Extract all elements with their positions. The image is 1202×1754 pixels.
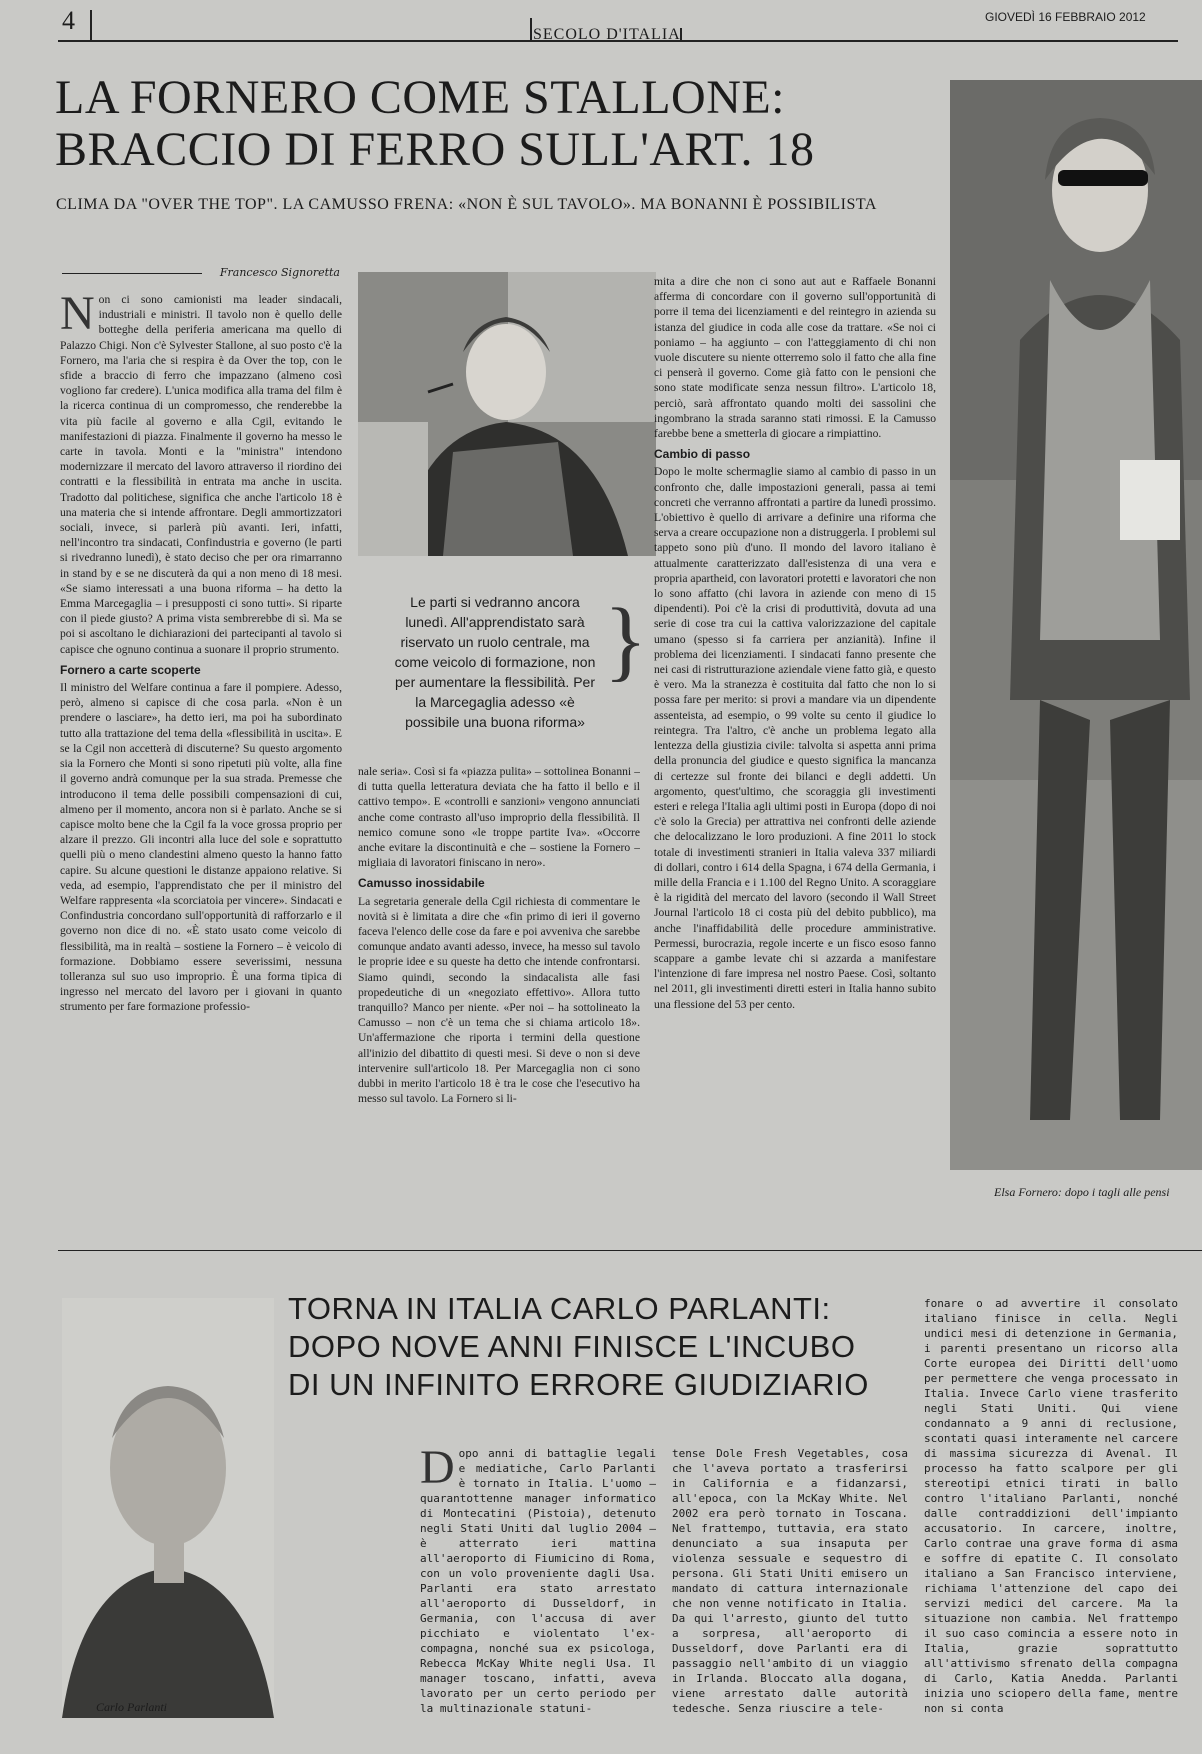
issue-date: GIOVEDÌ 16 FEBBRAIO 2012 (985, 10, 1146, 24)
article2-title (288, 1290, 908, 1404)
paragraph: mita a dire che non ci sono aut aut e Raffaele Bonanni afferma di concordare con il governo sull'opportunità di porre il tema dei licenziamenti e del reintegro in azienda su istanza del giudice in coda alle cose da trattare. «Se noi ci poniamo – ha aggiunto – con l'atteggiamento di chi non vuole discutere su niente otterremo solo il fatto che alla fine ci penserà il governo. Come già fatto con le pensioni che sono state modificate senza nessun filtro». L'articolo 18, perciò, sarà affrontato quando molti dei sassolini che ingombrano la strada saranno stati rimossi. E la Camusso farebbe bene a smetterla di giocare a rimpiattino. (654, 275, 936, 441)
paragraph: fonare o ad avvertire il consolato italiano finisce in cella. Negli undici mesi di detenzione in Germania, i parenti presentano un ricorso alla Corte europea dei Diritti dell'uomo per permettere che venga processato in Italia. Invece Carlo viene trasferito negli Stati Uniti. Qui viene condannato a 9 anni di reclusione, scontati quasi interamente nel carcere di massima sicurezza di Avenal. Il processo ha fatto scalpore per gli stereotipi etnici tirati in ballo contro l'italiano Parlanti, nonché dalle contraddizioni dell'impianto accusatorio. In carcere, inoltre, Carlo contrae una grave forma di asma e soffre di epatite C. Il consolato italiano a San Francisco interviene, richiama l'attenzione del capo dei servizi medici del carcere. Ma la situazione non cambia. Nel frattempo il suo caso comincia a essere noto in Italia, grazie soprattutto all'attivismo sfrenato della compagna di Carlo, Katia Anedda. Parlanti inizia uno sciopero della fame, mentre non si conta (924, 1297, 1178, 1715)
paragraph: nale seria». Così si fa «piazza pulita» – sottolinea Bonanni – di tutta quella letteratura deviata che ha fatto il bello e il cattivo tempo». E «controlli e sanzioni» vengono annunciati anche come contrasto all'uso improprio della flessibilità. Il nemico comune sono «le troppe partite Iva». «Occorre anche evitare la discontinuità e che – sostiene la Fornero – migliaia di lavoratori finiscano in nero». (358, 765, 640, 870)
paragraph: tense Dole Fresh Vegetables, cosa che l'aveva portato a trasferirsi in California e a fidanzarsi, all'epoca, con la McKay White. Nel 2002 era però tornato in Toscana. Nel frattempo, tuttavia, era stato denunciato a sua insaputa per violenza sessuale e sequestro di persona. Gli Stati Uniti emisero un mandato di cattura internazionale che non venne notificato in Italia. Da qui l'arresto, giunto del tutto a sorpresa, all'aeroporto di Dusseldorf, dove Parlanti era di passaggio nell'ambito di un viaggio in Irlanda. Bloccato alla dogana, viene arrestato dalle autorità tedesche. Senza riuscire a tele- (672, 1447, 908, 1715)
article1-column-2 (358, 764, 640, 1202)
article1-column-3 (654, 274, 936, 1202)
article2-title-line3: DI UN INFINITO ERRORE GIUDIZIARIO (288, 1367, 869, 1402)
parlanti-photo-caption: Carlo Parlanti (96, 1700, 168, 1714)
section-heading: Cambio di passo (654, 447, 751, 462)
dropcap: N (60, 292, 95, 340)
standing-figure-icon (950, 80, 1202, 1170)
article1-title-line1: LA FORNERO COME STALLONE: (55, 71, 786, 124)
paragraph: on ci sono camionisti ma leader sindacali, industriali e ministri. Il tavolo non è quello delle botteghe della periferia americana ma quello di Palazzo Chigi. Non c'è Sylvester Stallone, al suo posto c'è la Fornero, ma l'aria che si respira è da Over the top, con le sfide a braccio di ferro che impazzano (almeno così vogliono far credere). L'unica modifica alla trama del film è la ricerca continua di un compromesso, che renderebbe la vita più facile al governo e alla Cgil, evitando le manifestazioni di piazza. Finalmente il governo ha messo le carte in tavola. Monti e la "ministra" intendono modernizzare il mercato del lavoro attraverso il riordino dei contratti e la flessibilità in entrata ma anche in uscita. Tradotto dal politichese, significa che anche l'articolo 18 è una materia che si intende affrontare. Degli ammortizzatori sociali, invece, si parlerà più avanti. Ieri, infatti, nell'incontro tra sindacati, Confindustria e governo (le parti si rivedranno lunedì), è stato deciso che per ora rimarranno in stand by e se ne discuterà da qui a non meno di 18 mesi. «Se siamo interessati a una buona riforma – ha detto la Emma Marcegaglia – i presupposti ci sono tutti». Si riparte con il piede giusto? A prima vista sembrerebbe di sì. Ma se poi si ascoltano le dichiarazioni dei partecipanti al tavolo si capisce che ognuno continua a suonare il proprio strumento. (60, 293, 342, 656)
quote-brace-icon: } (604, 591, 648, 690)
paragraph: Il ministro del Welfare continua a fare il pompiere. Adesso, però, almeno si capisce di che cosa parla. «Non è un prendere o lasciare», ha detto ieri, ma poi ha subordinato tutto alla trattazione del tema della «flessibilità in uscita». E se la Cgil non accetterà di discuterne? Su questo argomento sia la Fornero che Monti si sono ripetuti più volte, alla fine il governo andrà comunque per la sua strada. Premesse che introducono il tema delle possibili compensazioni di cui, almeno per il momento, ancora non si è parlato. Anche se si capisce molto bene che la Cgil fa la voce grossa proprio per alzare il prezzo. Gli incontri alla luce del sole e soprattutto quelli più o meno clandestini almeno questo la hanno fatto capire. Su alcune questioni le distanze appaiono relative. Si veda, ad esempio, l'apprendistato che per il ministro del Welfare rappresenta «la scorciatoia per vincere». Sindacati e Confindustria concordano sull'opportunità di rafforzarlo e il governo non dice di no. «È stato usato come veicolo di flessibilità, ma in realtà – sostiene la Fornero – è veicolo di formazione. Dobbiamo essere severissimi, nessuna tolleranza sul suo uso improprio. È una forma tipica di ingresso nel mercato del lavoro per i giovani in quanto strumento per fare formazione professio- (60, 681, 342, 1014)
article1-column-1 (60, 292, 342, 1202)
article2-title-line2: DOPO NOVE ANNI FINISCE L'INCUBO (288, 1329, 856, 1364)
header-divider-left (90, 10, 92, 42)
fornero-photo (950, 80, 1202, 1170)
article2-column-3 (924, 1296, 1178, 1750)
newspaper-name: SECOLO D'ITALIA (533, 26, 681, 43)
article2-column-2 (672, 1446, 908, 1718)
article1-title (55, 72, 955, 176)
article-separator (58, 1250, 1202, 1251)
page-number: 4 (62, 6, 75, 35)
paragraph: Dopo le molte schermaglie siamo al cambio di passo in un confronto che, dalle impostazioni generali, passa ai temi concreti che verranno affrontati a partire da lunedì prossimo. L'obiettivo è quello di arrivare a definire una riforma che serva a creare occupazione non a distruggerla. I problemi sul tappeto sono più d'uno. Il mondo del lavoro italiano è attualmente caratterizzato dall'esistenza di una vera e propria apartheid, con lavoratori protetti e lavoratori che non lo sono affatto (chi lavora in aziende con meno di 15 dipendenti). Poi c'è la crisi di produttività, dovuta ad una serie di cose tra cui la cattiva valorizzazione del capitale umano (spesso si fa carriera per anzianità). Infine il problema dei licenziamenti. I sindacati fanno presente che nei casi di ristrutturazione aziendale viene fatto già, e questo è vero. Ma la stranezza è costituita dal fatto che non lo si possa fare per merito: si provi a mandare via un dipendente assenteista, ad esempio, o 99 volte su cento il giudice lo reintegra. Tra l'altro, c'è anche un problema legato alla lentezza della giustizia civile: talvolta si aspetta anni prima della pronuncia del giudice e questo significa la mancanza di certezze sul fronte dei bilanci e degli addetti. Un argomento, quest'ultimo, che scoraggia gli investimenti esteri e relega l'Italia agli ultimi posti in Europa (dopo di noi c'è solo la Grecia) per attrattiva nei confronti delle aziende che delocalizzano le loro produzioni. A fine 2011 lo stock totale di investimenti stranieri in Italia valeva 337 miliardi di dollari, contro i 614 della Spagna, i 674 della Germania, i mille della Francia e i 1.100 del Regno Unito. A scoraggiare è la rigidità del mercato del lavoro (secondo il Wall Street Journal l'articolo 18 ci costa più del debito pubblico), ma anche l'inaffidabilità delle procedure amministrative. Permessi, burocrazia, regole incerte e un fisco esoso fanno scappare a gambe levate chi si azzarda a manifestare l'intenzione di fare impresa nel nostro Paese. Così, soltanto nel 2011, gli investimenti diretti esteri in Italia hanno subito una flessione del 53 per cento. (654, 465, 936, 1011)
article1-subtitle: CLIMA DA "OVER THE TOP". LA CAMUSSO FRENA: «NON È SUL TAVOLO». MA BONANNI È POSSIBILISTA (56, 196, 877, 213)
fornero-photo-caption: Elsa Fornero: dopo i tagli alle pensi (994, 1185, 1170, 1199)
section-heading: Fornero a carte scoperte (60, 662, 201, 677)
paragraph: La segretaria generale della Cgil richiesta di commentare le novità si è limitata a dire che «fin primo di ieri il governo faceva l'elenco delle cose da fare e poi avveniva che sarebbe comunque andato avanti adesso, invece, ha messo sul tavolo le proprie idee e su queste ha detto che intende confrontarsi. Siamo quindi, secondo la sindacalista alle fasi propedeutiche di un «negoziato effettivo». Allora tutto tranquillo? Manco per niente. «Per noi – ha sottolineato la Camusso – non c'è un tema che si chiama articolo 18». Un'affermazione che riporta i termini della questione all'inizio del dibattito di questi mesi. Si deve o non si deve intervenire sull'articolo 18. Per Marcegaglia non ci sono dubbi in merito l'articolo 18 è tra le cose che l'esecutivo ha messo sul tavolo. La Fornero si li- (358, 894, 640, 1106)
article2-column-1 (420, 1446, 656, 1718)
byline: Francesco Signoretta (219, 266, 340, 279)
section-heading: Camusso inossidabile (358, 876, 485, 891)
paragraph: opo anni di battaglie legali e mediatiche, Carlo Parlanti è tornato in Italia. L'uomo – quarantottenne manager informatico di Montecatini (Pistoia), detenuto negli Stati Uniti dal luglio 2004 – è atterrato ieri mattina all'aeroporto di Fiumicino di Roma, con un volo proveniente dagli Usa. Parlanti era stato arrestato all'aeroporto di Dusseldorf, in Germania, con l'accusa di aver picchiato e violentato l'ex-compagna, nonché sua ex psicologa, Rebecca McKay White negli Usa. Il manager toscano, infatti, aveva lavorato per un certo periodo per la multinazionale statuni- (420, 1447, 656, 1715)
article2-title-line1: TORNA IN ITALIA CARLO PARLANTI: (288, 1291, 831, 1326)
header-divider-right (530, 18, 532, 42)
article1-title-line2: BRACCIO DI FERRO SULL'ART. 18 (55, 123, 815, 176)
portrait-man-icon (62, 1298, 274, 1718)
parlanti-photo (62, 1298, 274, 1718)
camusso-photo (358, 272, 656, 556)
portrait-figure-icon (358, 272, 656, 556)
dropcap: D (420, 1446, 455, 1494)
pull-quote: Le parti si vedranno ancora lunedì. All'apprendistato sarà riservato un ruolo centrale, ma come veicolo di formazione, non per aumentare la flessibilità. Per la Marcegaglia adesso «è possibile una buona riforma» (394, 594, 596, 730)
